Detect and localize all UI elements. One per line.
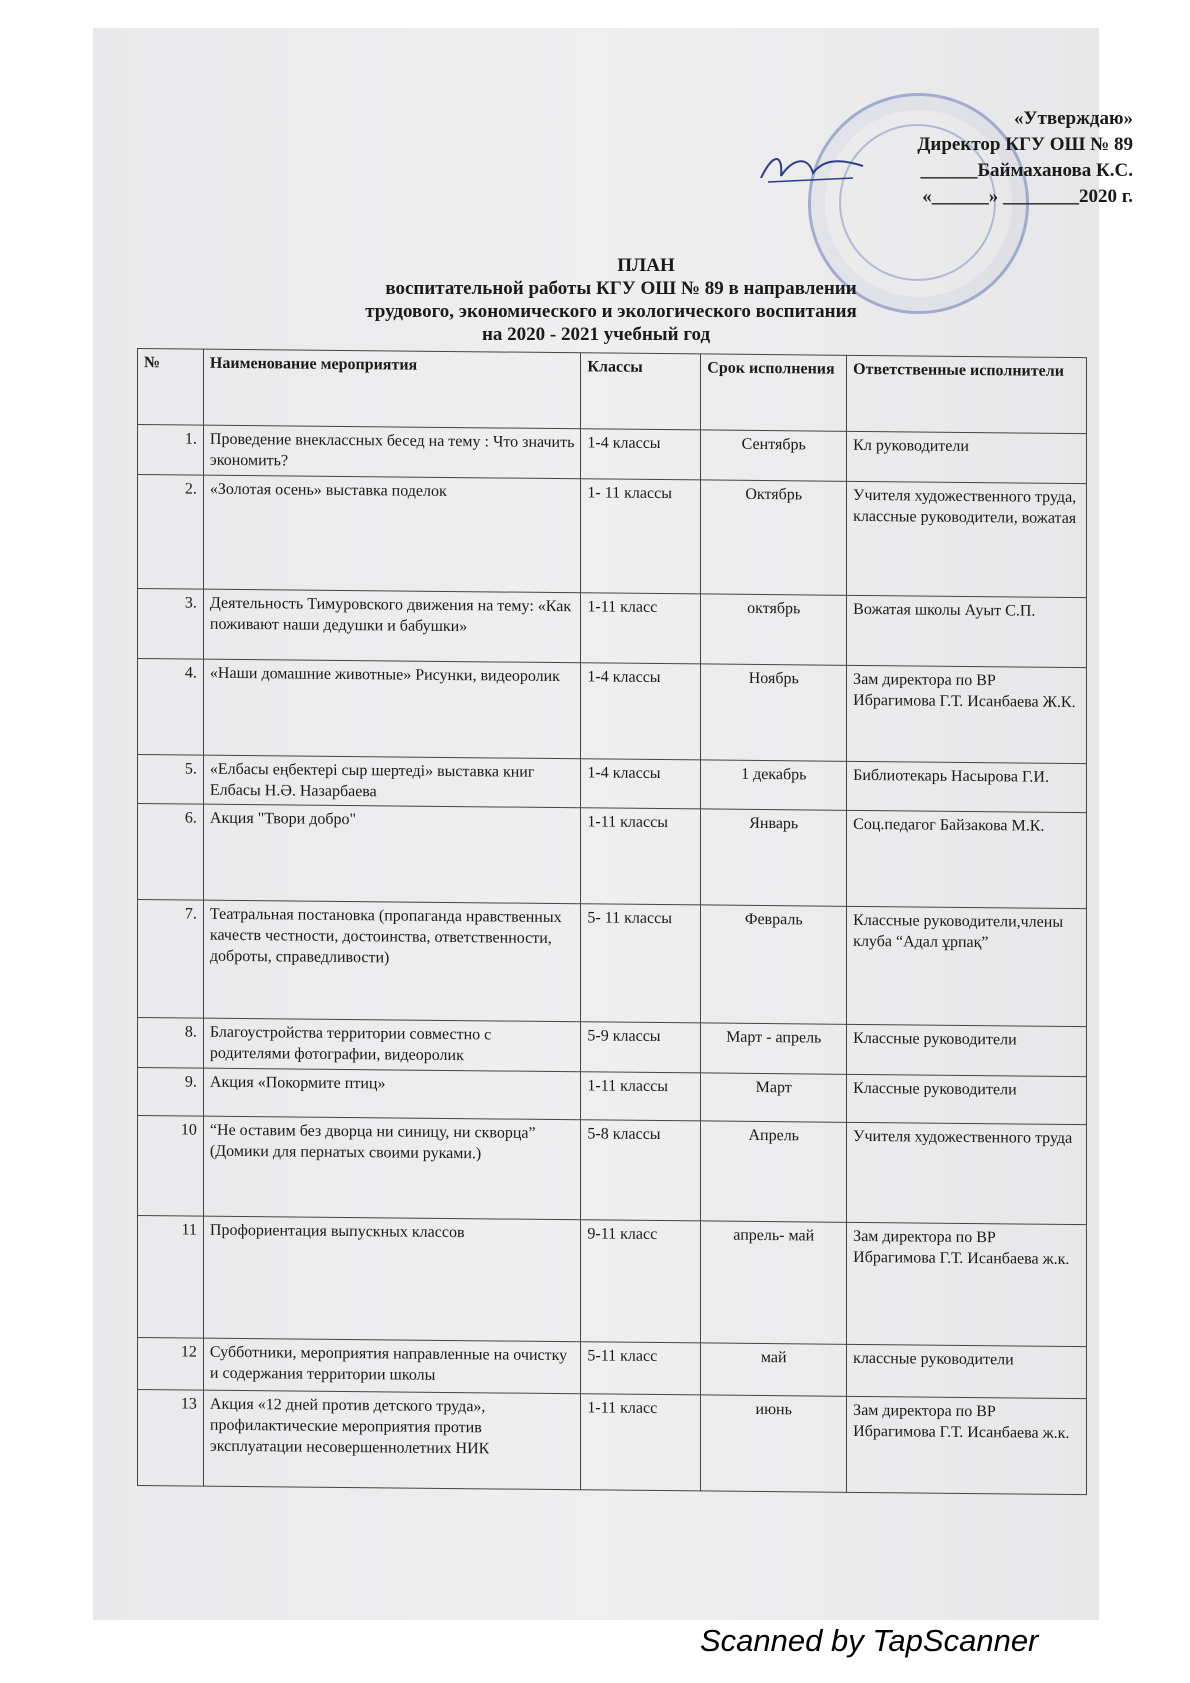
header-responsible: Ответственные исполнители [847,355,1087,433]
row-classes: 1-11 классы [581,808,701,905]
table-row [138,1338,1087,1399]
header-date: Срок исполнения [701,354,847,431]
row-responsible: Классные руководители [847,1024,1087,1076]
row-num: 5. [138,755,204,805]
row-num: 9. [138,1068,204,1117]
table-row [138,1216,1087,1347]
table-row [138,659,1087,764]
plan-table [137,348,1087,1495]
table-row [138,1018,1087,1077]
title-plan: ПЛАН [617,255,675,276]
title-line-4: на 2020 - 2021 учебный год [481,324,711,345]
row-classes: 1-11 класс [581,593,701,664]
row-num: 2. [138,475,204,590]
row-date: май [701,1343,847,1396]
approval-block [733,106,1133,210]
row-num: 1. [138,425,204,476]
row-responsible: Учителя художественного труда, классные руководители, вожатая [847,481,1087,597]
row-classes: 1-11 классы [581,1072,701,1121]
row-num: 10 [138,1116,204,1217]
approval-position: Директор КГУ ОШ № 89 [917,134,1133,155]
row-num: 7. [138,900,204,1019]
row-responsible: Соц.педагог Байзакова М.К. [847,810,1087,908]
row-classes: 1-4 классы [581,429,701,480]
row-name: Благоустройства территории совместно с родителями фотографии, видеоролик [203,1018,581,1072]
row-responsible: Вожатая школы Ауыт С.П. [847,595,1087,667]
row-num: 6. [138,804,204,901]
row-name: «Золотая осень» выставка поделок [203,475,581,593]
approval-name: ______Баймаханова К.С. [920,160,1133,181]
header-num: № [138,349,204,426]
table-row [138,900,1087,1027]
row-responsible: Библиотекарь Насырова Г.И. [847,761,1087,812]
row-date: Март - апрель [701,1023,847,1074]
row-num: 13 [138,1390,204,1487]
row-name: «Наши домашние животные» Рисунки, видеоролик [203,659,581,759]
row-classes: 5-9 классы [581,1022,701,1073]
row-date: октябрь [701,594,847,665]
scanner-watermark: Scanned by TapScanner [700,1623,1039,1658]
table-row [138,1390,1087,1495]
row-classes: 1-11 класс [581,1394,701,1491]
row-responsible: Зам директора по ВР Ибрагимова Г.Т. Исанбаева ж.к. [847,1222,1087,1346]
approval-title: «Утверждаю» [1014,108,1133,129]
table-row [138,475,1087,598]
row-classes: 1-4 классы [581,759,701,809]
row-date: Март [701,1073,847,1122]
row-responsible: Зам директора по ВР Ибрагимова Г.Т. Исанбаева Ж.К. [847,665,1087,763]
approval-date: «______» ________2020 г. [922,186,1133,207]
row-date: Январь [701,809,847,906]
row-date: Ноябрь [701,664,847,761]
row-responsible: Зам директора по ВР Ибрагимова Г.Т. Исанбаева ж.к. [847,1396,1087,1494]
row-name: Акция "Твори добро" [203,804,581,904]
row-classes: 9-11 класс [581,1220,701,1343]
row-responsible: Учителя художественного труда [847,1122,1087,1224]
row-name: Деятельность Тимуровского движения на тему: «Как поживают наши дедушки и бабушки» [203,589,581,663]
row-name: Проведение внеклассных бесед на тему : Что значить экономить? [203,425,581,479]
row-name: «Елбасы еңбектері сыр шертеді» выставка книг Елбасы Н.Ә. Назарбаева [203,755,581,808]
row-responsible: Кл руководители [847,431,1087,483]
row-date: Апрель [701,1121,847,1222]
title-line-3: трудового, экономического и экологического воспитания [365,301,857,322]
row-date: Октябрь [701,480,847,595]
row-date: Сентябрь [701,430,847,481]
table-row [138,1116,1087,1225]
row-classes: 5- 11 классы [581,904,701,1023]
row-responsible: Классные руководители,члены клуба “Адал ұрпақ” [847,906,1087,1026]
table-row [138,804,1087,909]
row-classes: 1-4 классы [581,663,701,760]
header-classes: Классы [581,353,701,430]
row-num: 3. [138,589,204,660]
row-num: 11 [138,1216,204,1339]
row-name: Профориентация выпускных классов [203,1216,581,1342]
row-name: Субботники, мероприятия направленные на очистку и содержания территории школы [203,1338,581,1394]
row-name: Акция «Покормите птиц» [203,1068,581,1120]
title-line-2: воспитательной работы КГУ ОШ № 89 в направлении [385,278,857,299]
row-name: Акция «12 дней против детского труда», профилактические мероприятия против эксплуатации несовершеннолетних НИК [203,1390,581,1490]
table-row [138,589,1087,668]
row-num: 12 [138,1338,204,1391]
row-num: 4. [138,659,204,756]
row-classes: 5-11 класс [581,1342,701,1395]
row-responsible: классные руководители [847,1344,1087,1398]
row-name: “Не оставим без дворца ни синицу, ни скворца” (Домики для пернатых своими руками.) [203,1116,581,1220]
row-name: Театральная постановка (пропаганда нравственных качеств честности, достоинства, ответственности, доброты, справедливости) [203,900,581,1022]
table-row [138,425,1087,484]
row-classes: 5-8 классы [581,1120,701,1221]
row-classes: 1- 11 классы [581,479,701,594]
row-date: 1 декабрь [701,760,847,810]
header-name: Наименование мероприятия [203,349,581,429]
document-title [93,254,1099,346]
row-responsible: Классные руководители [847,1074,1087,1124]
row-date: апрель- май [701,1221,847,1344]
scanned-page [93,28,1133,1620]
row-num: 8. [138,1018,204,1069]
row-date: Февраль [701,905,847,1024]
row-date: июнь [701,1395,847,1492]
